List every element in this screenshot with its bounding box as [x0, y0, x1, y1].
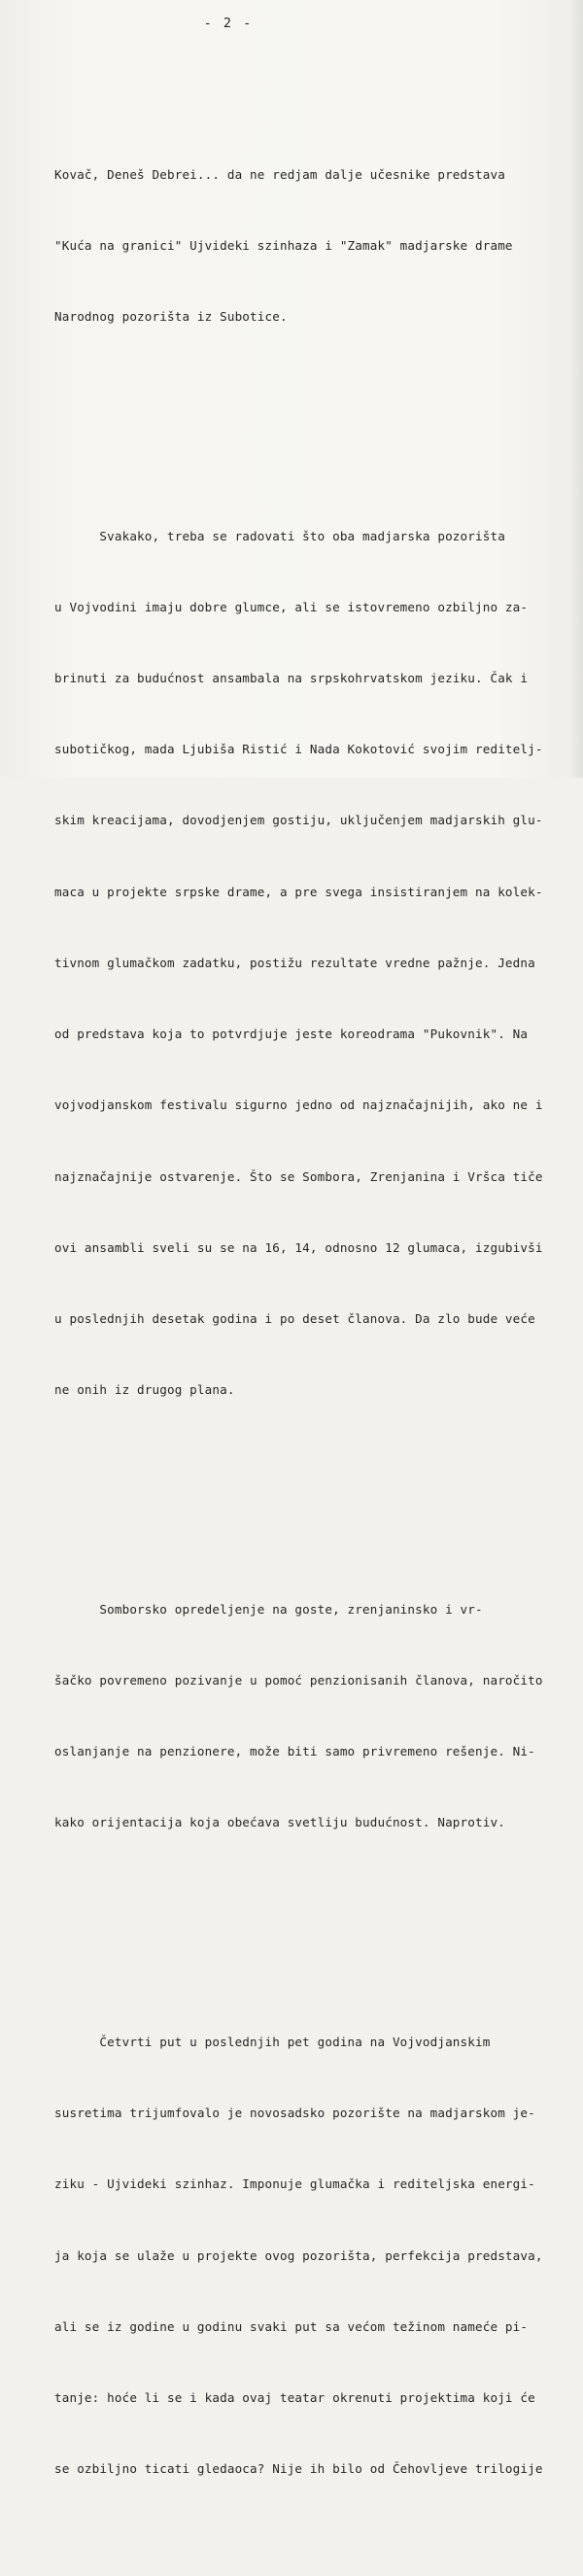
text-line: Narodnog pozorišta iz Subotice.: [54, 309, 288, 325]
text-line: "Kuća na granici" Ujvideki szinhaza i "Zamak" madjarske drame: [54, 237, 513, 253]
text-line: ziku - Ujvideki szinhaz. Imponuje glumačka i rediteljska energi-: [54, 2176, 535, 2192]
text-line: od predstava koja to potvrdjuje jeste koreodrama "Pukovnik". Na: [54, 1027, 529, 1042]
text-line: ali se iz godine u godinu svaki put sa većom težinom nameće pi-: [54, 2318, 529, 2334]
paragraph-4: [54, 1983, 567, 2528]
text-line: maca u projekte srpske drame, a pre svega insistiranjem na kolek-: [54, 884, 543, 899]
text-line: u poslednjih desetak godina i po deset članova. Da zlo bude veće: [54, 1310, 535, 1326]
text-line: šačko povremeno pozivanje u pomoć penzionisanih članova, naročito: [54, 1672, 543, 1688]
text-line: Somborsko opredeljenje na goste, zrenjaninsko i vr-: [54, 1601, 483, 1617]
text-line: Svakako, treba se radovati što oba madjarska pozorišta: [54, 528, 505, 543]
paragraph-1: [54, 116, 567, 376]
text-line: tanje: hoće li se i kada ovaj teatar okrenuti projektima koji će: [54, 2390, 535, 2406]
text-line: najznačajnije ostvarenje. Što se Sombora, Zrenjanina i Vršca tiče: [54, 1168, 543, 1184]
text-line: Četvrti put u poslednjih pet godina na Vojvodjanskim: [54, 2035, 491, 2049]
paper-edge-shadow: [569, 0, 583, 778]
page-number: - 2 -: [203, 16, 254, 31]
text-line: vojvodjanskom festivalu sigurno jedno od najznačajnijih, ako ne i: [54, 1097, 543, 1113]
text-line: se ozbiljno ticati gledaoca? Nije ih bilo od Čehovljeve trilogije: [54, 2461, 543, 2477]
text-line: oslanjanje na penzionere, može biti samo privremeno rešenje. Ni-: [54, 1744, 535, 1759]
text-line: Kovač, Deneš Debrei... da ne redjam dalje učesnike predstava: [54, 166, 505, 182]
paragraph-2: [54, 477, 567, 1449]
text-line: u Vojvodini imaju dobre glumce, ali se istovremeno ozbiljno za-: [54, 599, 529, 614]
text-line: brinuti za budućnost ansambala na srpskohrvatskom jeziku. Čak i: [54, 671, 529, 686]
text-line: ovi ansambli sveli su se na 16, 14, odnosno 12 glumaca, izgubivši: [54, 1239, 543, 1255]
text-line: ne onih iz drugog plana.: [54, 1382, 235, 1398]
paragraph-3: [54, 1550, 567, 1883]
text-line: tivnom glumačkom zadatku, postižu rezultate vredne pažnje. Jedna: [54, 955, 535, 970]
text-line: subotičkog, mada Ljubiša Ristić i Nada Kokotović svojim reditelj-: [54, 742, 543, 757]
body-text: [54, 68, 567, 2576]
text-line: kako orijentacija koja obećava svetliju budućnost. Naprotiv.: [54, 1815, 505, 1830]
text-line: skim kreacijama, dovodjenjem gostiju, uključenjem madjarskih glu-: [54, 813, 543, 828]
text-line: susretima trijumfovalo je novosadsko pozorište na madjarskom je-: [54, 2106, 535, 2121]
text-line: ja koja se ulaže u projekte ovog pozorišta, perfekcija predstava,: [54, 2247, 543, 2263]
